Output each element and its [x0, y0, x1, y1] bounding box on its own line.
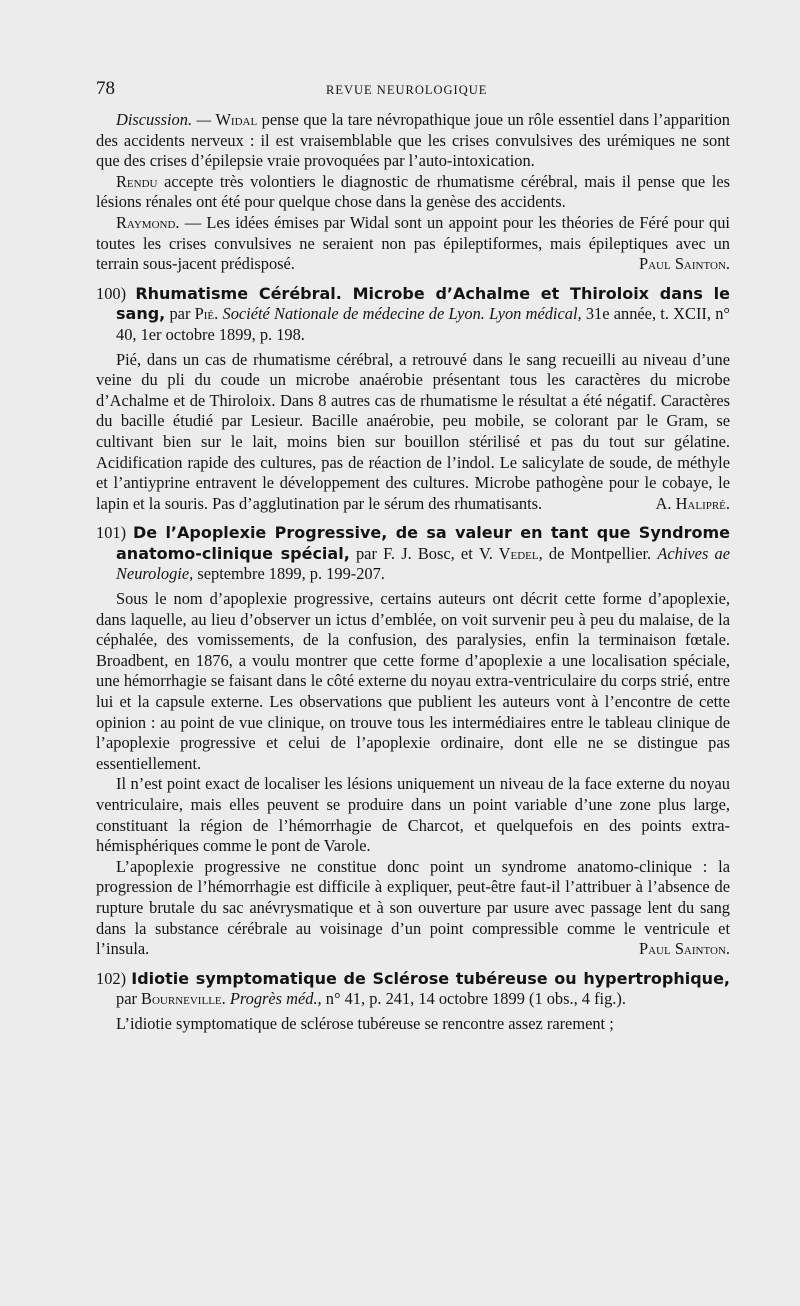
entry-101-text-3: L’apoplexie progressive ne constitue donc point un syndrome anatomo-clinique : la progression de l’hémorrhagie est difficile à expliquer, peut-être faut-il l’attribuer à l’absence de rupture brutale du sac anévrysmatique et à son ouverture par usure avec passage lent du sang dans la substance cérébrale au voisinage d’un point compressible comme le ventricule et l’insula. — [96, 856, 730, 959]
entry-100-text: Pié, dans un cas de rhumatisme cérébral, a retrouvé dans le sang recueilli au niveau d’une veine du pli du coude un microbe anaérobie présentant tous les caractères du microbe d’Achalme et de Thiroloix. Dans 8 autres cas de rhumatisme le résultat a été négatif. Caractères du bacille étudié par Lesieur. Bacille anaérobie, peu mobile, se colorant par le Gram, se cultivant bien sur le lait, moins bien sur bouillon stérilisé et pas du tout sur gélatine. Acidification rapide des cultures, pas de réaction de l’indol. Le salicylate de soude, de méthyle et l’antiyprine entravent le développement des cultures. Microbe pathogène pour le cobaye, le lapin et la souris. Pas d’agglutination par le sérum des rhumatisants. — [96, 349, 730, 513]
entry-102-author: Bourneville. — [141, 989, 226, 1009]
entry-102-source-rest: n° 41, p. 241, 14 octobre 1899 (1 obs., 4 fig.). — [325, 989, 626, 1009]
entry-102-heading — [96, 969, 730, 1010]
entry-101-number: 101) — [96, 523, 127, 543]
entry-101-body-2: Il n’est point exact de localiser les lésions uniquement un niveau de la face externe du noyau ventriculaire, mais elles peuvent se produire dans un point variable d’une zone plus large, constituant la région de l’hémorrhagie de Charcot, et quelquefois en des points extra-hémisphériques comme le pont de Varole. — [96, 774, 730, 856]
entry-102-title: Idiotie symptomatique de Sclérose tubéreuse ou hypertrophique, — [131, 968, 731, 988]
entry-101-by: par F. J. Bosc, et — [355, 543, 473, 563]
entry-100-by: par — [169, 304, 191, 324]
running-title: REVUE NEUROLOGIQUE — [326, 83, 488, 97]
entry-101-source: Achives ae Neurologie, — [116, 543, 730, 584]
entry-101-signature: Paul Sainton. — [639, 939, 730, 959]
entry-101 — [96, 523, 730, 959]
entry-101-author: V. Vedel, — [478, 543, 543, 563]
entry-102-by: par — [116, 989, 137, 1009]
entry-101-title: De l’Apoplexie Progressive, de sa valeur en tant que Syndrome anatomo-clinique spécial, — [116, 523, 731, 563]
raymond-text: — Les idées émises par Widal sont un appoint pour les théories de Féré pour qui toutes les crises convulsives ne seraient non pas épileptiformes, mais épileptiques avec un terrain sous-jacent prédisposé. — [96, 212, 730, 274]
discussion-signature: Paul Sainton. — [639, 254, 730, 274]
discussion-section — [96, 110, 730, 275]
raymond-paragraph — [96, 213, 730, 275]
entry-100-author: Pié. — [194, 304, 219, 324]
entry-102-number: 102) — [96, 968, 127, 988]
rendu-paragraph — [96, 172, 730, 213]
entry-100 — [96, 284, 730, 515]
rendu-name: Rendu — [116, 171, 158, 191]
entry-101-body-3 — [96, 857, 730, 960]
widal-text: pense que la tare névropathique joue un rôle essentiel dans l’apparition des accidents nerveux : il est vraisemblable que les crises convulsives des urémiques ne sont que des crises d’épilepsie vraie provoquées par l’auto-intoxication. — [96, 110, 730, 171]
entry-100-body — [96, 350, 730, 515]
rendu-text: accepte très volontiers le diagnostic de rhumatisme cérébral, mais il pense que les lésions rénales ont été pour quelque chose dans la genèse des accidents. — [96, 171, 730, 212]
entry-101-heading — [96, 523, 730, 585]
widal-name: Widal — [215, 110, 258, 129]
entry-100-heading — [96, 284, 730, 346]
entry-101-body-1: Sous le nom d’apoplexie progressive, certains auteurs ont décrit cette forme d’apoplexie, dans laquelle, au lieu d’observer un ictus d’emblée, on voit survenir peu à peu du malaise, de la céphalée, des vomissements, de la confusion, des paralysies, enfin la terminaison fœtale. Broadbent, en 1876, a voulu montrer que cette forme d’apoplexie a une localisation spéciale, une hémorrhagie se faisant dans le côté externe du noyau extra-ventriculaire du corps strié, entre lui et la capsule externe. Les observations que publient les auteurs vont à l’encontre de cette opinion : au point de vue clinique, on trouve tous les intermédiaires entre le tableau clinique de l’apoplexie progressive et celui de l’apoplexie ordinaire, dont elle ne se distingue pas essentiellement. — [96, 589, 730, 773]
entry-101-place: de Montpellier. — [548, 543, 652, 563]
entry-102 — [96, 969, 730, 1035]
page-header — [96, 78, 730, 100]
entry-102-source: Progrès méd., — [229, 989, 322, 1009]
page-number: 78 — [96, 78, 115, 99]
entry-100-title: Rhumatisme Cérébral. Microbe d’Achalme et Thiroloix dans le sang, — [116, 283, 730, 324]
entry-100-signature: A. Halipré. — [655, 493, 730, 513]
entry-102-body: L’idiotie symptomatique de sclérose tubéreuse se rencontre assez rarement ; — [116, 1013, 614, 1033]
entry-100-source-rest: 31e année, t. XCII, n° 40, 1er octobre 1899, p. 198. — [116, 304, 730, 344]
discussion-label: Discussion. — — [116, 110, 212, 129]
entry-101-source-rest: septembre 1899, p. 199-207. — [197, 564, 385, 584]
entry-100-number: 100) — [96, 283, 127, 303]
widal-paragraph — [96, 110, 730, 172]
raymond-name: Raymond. — [116, 212, 180, 232]
entry-100-source: Société Nationale de médecine de Lyon. Lyon médical, — [222, 304, 582, 324]
